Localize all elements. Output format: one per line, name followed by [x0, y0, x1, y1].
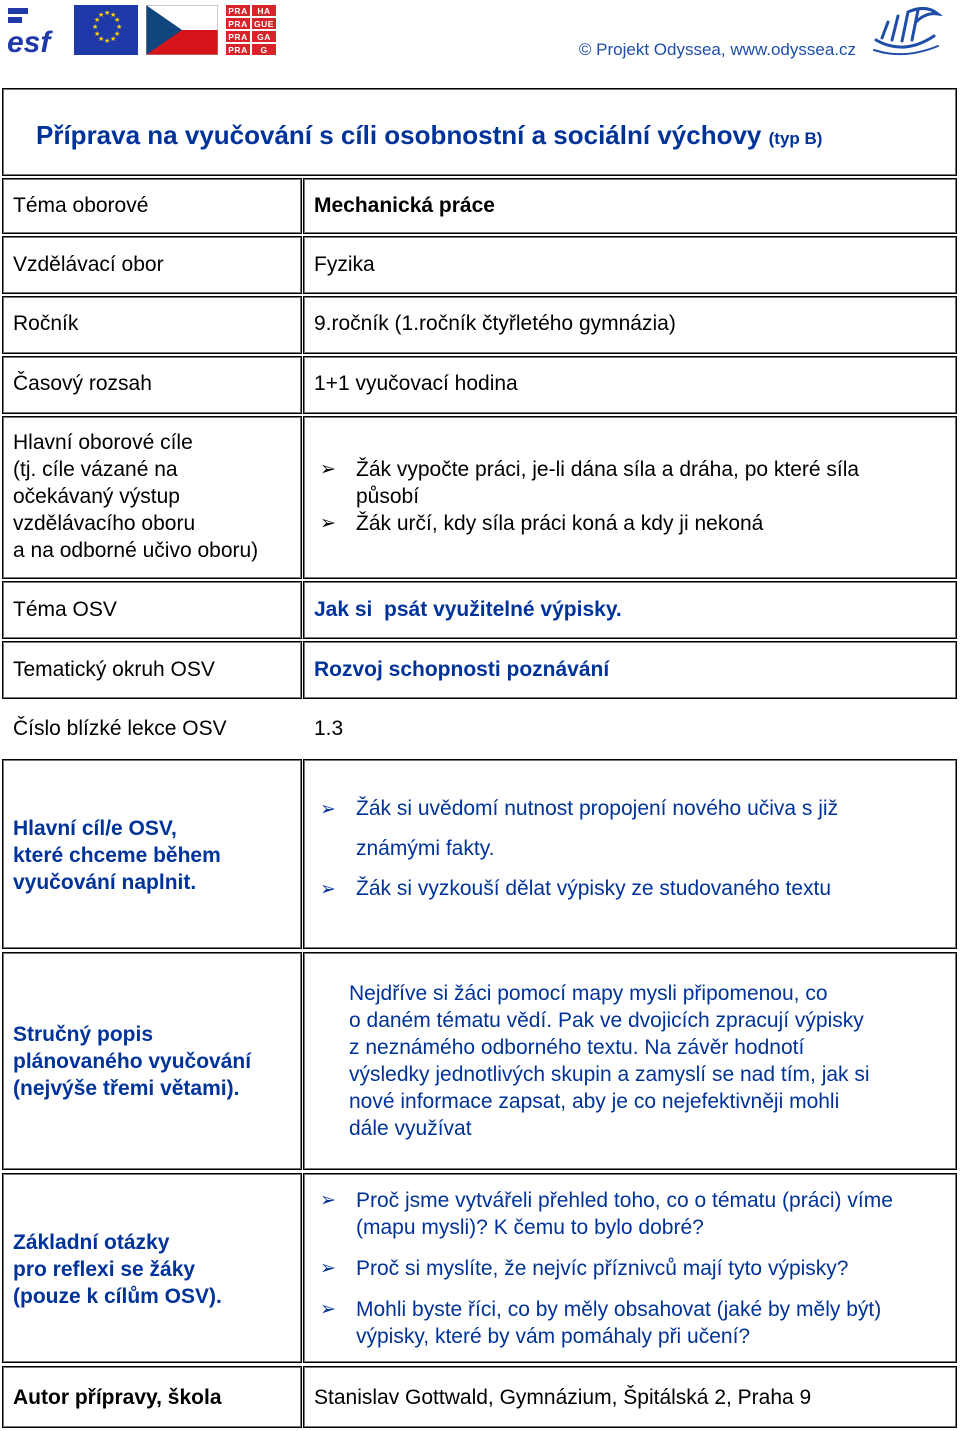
strucny-popis-text [349, 980, 870, 1142]
tema-oborove-label: Téma oborové [13, 194, 149, 217]
list-item: ➢ Žák vypočte práci, je-li dána síla a dráha, po které síla působí [314, 456, 914, 510]
praha-logo-text: PRA [226, 31, 250, 42]
casovy-rozsah-value: 1+1 vyučovací hodina [314, 372, 518, 395]
svg-text:★: ★ [116, 23, 123, 31]
list-item: ➢ Mohli byste říci, co by měly obsahovat (jaké by měly být) výpisky, které by vám pomáhaly při učení? [314, 1296, 954, 1350]
hlavni-cile-label-line: očekávaný výstup [13, 485, 180, 508]
value-cell [303, 236, 957, 294]
svg-text:★: ★ [104, 37, 111, 45]
praha-logo-text: GUE [252, 18, 276, 29]
rocnik-value: 9.ročník (1.ročník čtyřletého gymnázia) [314, 312, 676, 335]
list-item: ➢ Proč jsme vytvářeli přehled toho, co o tématu (práci) víme (mapu mysli)? K čemu to bylo dobré? [314, 1187, 916, 1241]
autor-value: Stanislav Gottwald, Gymnázium, Špitálská 2, Praha 9 [314, 1386, 812, 1409]
svg-text:★: ★ [114, 30, 121, 38]
czech-flag-logo [146, 5, 218, 55]
svg-text:★: ★ [98, 35, 105, 43]
eu-flag-logo [74, 5, 138, 55]
tema-oborove-value: Mechanická práce [314, 194, 495, 217]
document-title-suffix: (typ B) [768, 129, 823, 148]
praha-logo-text: PRA [226, 18, 250, 29]
strucny-popis-line: z neznámého odborného textu. Na závěr hodnotí [349, 1036, 805, 1059]
hlavni-cile-list [314, 456, 914, 537]
tema-osv-label: Téma OSV [13, 598, 117, 621]
document-title-text: Příprava na vyučování s cíli osobnostní a sociální výchovy [36, 120, 762, 150]
strucny-popis-line: dále využívat [349, 1117, 472, 1140]
hlavni-cil-osv-label [13, 815, 221, 896]
header-credit: © Projekt Odyssea, www.odyssea.cz [578, 40, 856, 59]
list-item: ➢ Žák si vyzkouší dělat výpisky ze studovaného textu [314, 869, 914, 909]
list-item: ➢ Proč si myslíte, že nejvíc příznivců mají tyto výpisky? [314, 1255, 954, 1282]
praha-logo [226, 5, 276, 55]
zakladni-otazky-label-line: (pouze k cílům OSV). [13, 1285, 222, 1308]
strucny-popis-label [13, 1021, 251, 1102]
tema-osv-value: Jak si psát využitelné výpisky. [314, 598, 622, 621]
autor-label: Autor přípravy, škola [13, 1386, 222, 1409]
svg-text:★: ★ [104, 9, 111, 17]
strucny-popis-line: Nejdříve si žáci pomocí mapy mysli připomenou, co [349, 982, 828, 1005]
document-title [36, 120, 822, 151]
esf-logo [6, 5, 66, 55]
list-item: ➢ Žák si uvědomí nutnost propojení nového učiva s již známými fakty. [314, 789, 866, 869]
zakladni-otazky-list [314, 1187, 954, 1350]
praha-logo-text: G [252, 44, 276, 55]
svg-text:★: ★ [94, 30, 101, 38]
zakladni-otazky-label [13, 1229, 222, 1310]
svg-text:★: ★ [94, 16, 101, 24]
hlavni-cil-osv-label-line: vyučování naplnit. [13, 871, 197, 894]
hlavni-cil-osv-label-line: které chceme během [13, 844, 221, 867]
praha-logo-text: HA [252, 5, 276, 16]
header-logos [6, 5, 276, 57]
vzdelavaci-obor-label: Vzdělávací obor [13, 253, 164, 276]
esf-logo-text: esf [7, 26, 51, 55]
svg-text:★: ★ [98, 11, 105, 19]
hlavni-cil-osv-list [314, 789, 914, 909]
tematicky-okruh-label: Tematický okruh OSV [13, 658, 215, 681]
vzdelavaci-obor-value: Fyzika [314, 253, 375, 276]
praha-logo-text: PRA [226, 44, 250, 55]
strucny-popis-label-line: plánovaného vyučování [13, 1050, 252, 1073]
strucny-popis-line: o daném tématu vědí. Pak ve dvojicích zpracují výpisky [349, 1009, 864, 1032]
hlavni-cile-label [13, 429, 258, 564]
zakladni-otazky-label-line: pro reflexi se žáky [13, 1258, 196, 1281]
hlavni-cile-label-line: Hlavní oborové cíle [13, 431, 193, 454]
title-cell [2, 88, 957, 176]
strucny-popis-line: nové informace zapsat, aby je co nejefektivněji mohli [349, 1090, 840, 1113]
list-item: ➢ Žák určí, kdy síla práci koná a kdy ji nekoná [314, 510, 914, 537]
svg-text:★: ★ [110, 35, 117, 43]
casovy-rozsah-label: Časový rozsah [13, 372, 152, 395]
svg-text:★: ★ [114, 16, 121, 24]
svg-text:★: ★ [92, 23, 99, 31]
zakladni-otazky-label-line: Základní otázky [13, 1231, 170, 1254]
odyssea-ship-logo [868, 0, 942, 62]
rocnik-label: Ročník [13, 312, 79, 335]
cislo-lekce-value: 1.3 [314, 717, 344, 740]
praha-logo-text: PRA [226, 5, 250, 16]
hlavni-cil-osv-label-line: Hlavní cíl/e OSV, [13, 817, 177, 840]
cislo-lekce-label: Číslo blízké lekce OSV [13, 717, 227, 740]
svg-text:★: ★ [110, 11, 117, 19]
strucny-popis-line: výsledky jednotlivých skupin a zamyslí se nad tím, jak si [349, 1063, 870, 1086]
tematicky-okruh-value: Rozvoj schopnosti poznávání [314, 658, 610, 681]
strucny-popis-label-line: (nejvýše třemi větami). [13, 1077, 240, 1100]
strucny-popis-label-line: Stručný popis [13, 1023, 154, 1046]
hlavni-cile-label-line: vzdělávacího oboru [13, 512, 196, 535]
hlavni-cile-label-line: a na odborné učivo oboru) [13, 539, 259, 562]
praha-logo-text: GA [252, 31, 276, 42]
hlavni-cile-label-line: (tj. cíle vázané na [13, 458, 178, 481]
